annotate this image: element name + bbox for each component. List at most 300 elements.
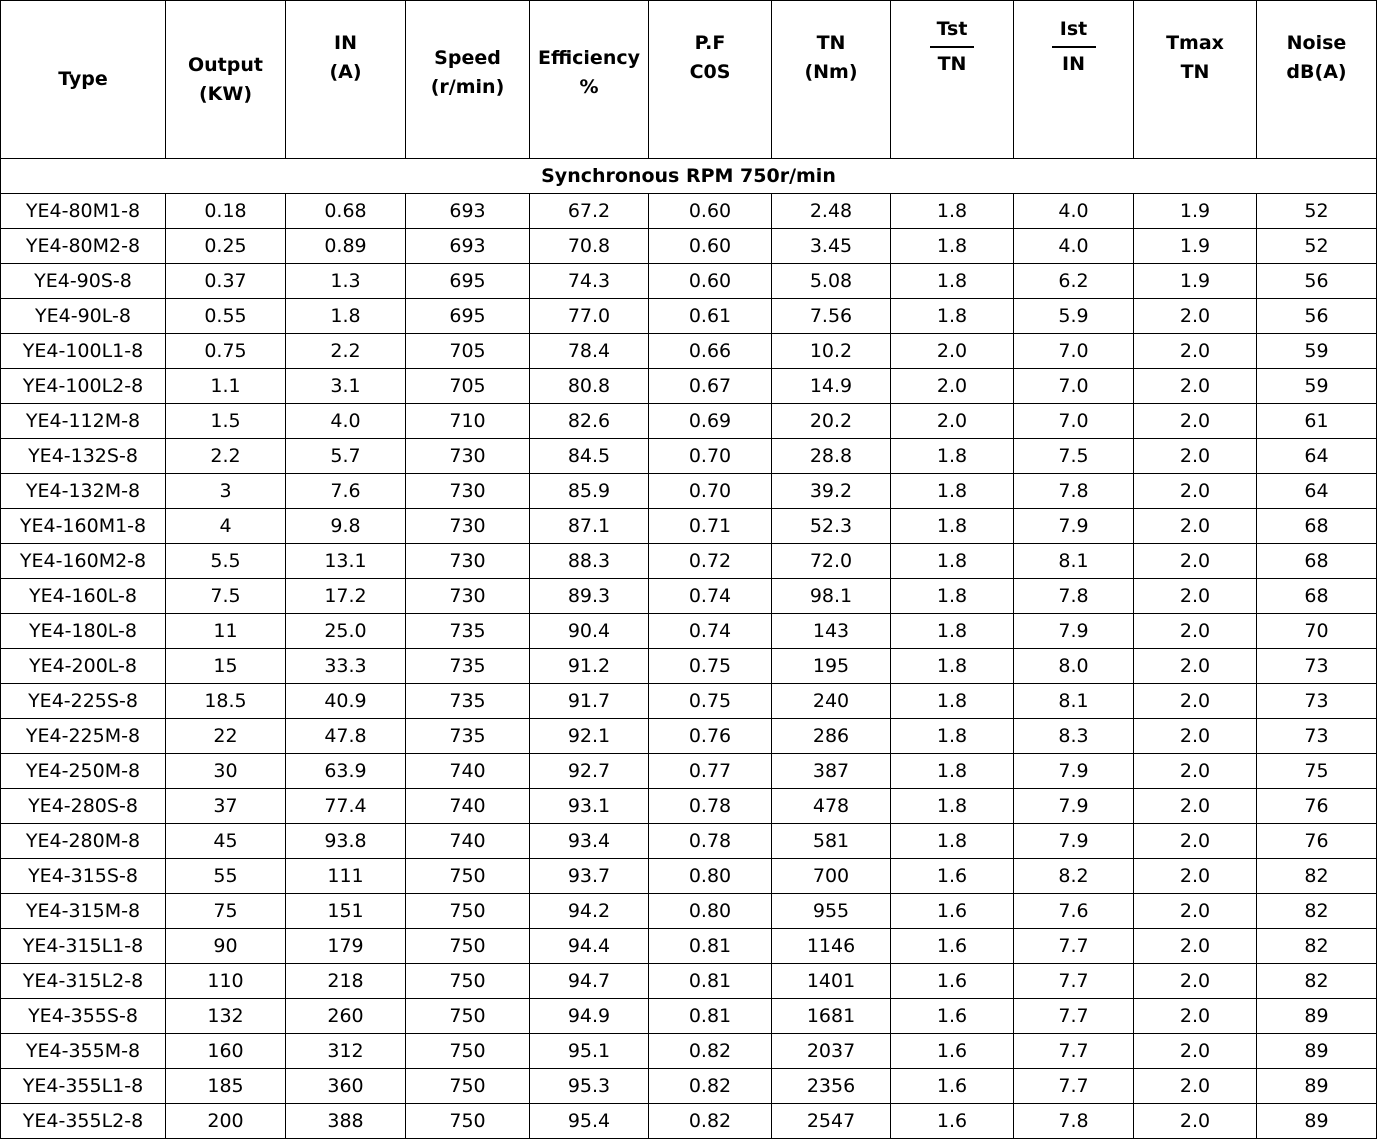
cell-power-factor: 0.76 <box>649 719 772 754</box>
cell-noise-db: 52 <box>1257 194 1377 229</box>
cell-rated-torque: 28.8 <box>772 439 891 474</box>
cell-type: YE4-80M1-8 <box>1 194 166 229</box>
cell-current-a: 47.8 <box>286 719 406 754</box>
cell-current-a: 312 <box>286 1034 406 1069</box>
cell-tst-ratio: 2.0 <box>891 369 1014 404</box>
cell-efficiency: 70.8 <box>530 229 649 264</box>
cell-efficiency: 95.4 <box>530 1104 649 1139</box>
cell-tmax-ratio: 2.0 <box>1134 649 1257 684</box>
table-row <box>1 859 1377 894</box>
cell-current-a: 63.9 <box>286 754 406 789</box>
cell-current-a: 17.2 <box>286 579 406 614</box>
cell-rated-torque: 2.48 <box>772 194 891 229</box>
cell-power-factor: 0.72 <box>649 544 772 579</box>
cell-tmax-ratio: 2.0 <box>1134 369 1257 404</box>
cell-output-kw: 5.5 <box>166 544 286 579</box>
cell-current-a: 0.68 <box>286 194 406 229</box>
cell-tst-ratio: 1.6 <box>891 929 1014 964</box>
cell-tmax-ratio: 2.0 <box>1134 789 1257 824</box>
cell-tmax-ratio: 2.0 <box>1134 404 1257 439</box>
cell-output-kw: 2.2 <box>166 439 286 474</box>
cell-power-factor: 0.80 <box>649 894 772 929</box>
cell-noise-db: 61 <box>1257 404 1377 439</box>
cell-tst-ratio: 1.8 <box>891 649 1014 684</box>
cell-tst-ratio: 1.8 <box>891 264 1014 299</box>
cell-type: YE4-315L1-8 <box>1 929 166 964</box>
cell-efficiency: 84.5 <box>530 439 649 474</box>
cell-output-kw: 18.5 <box>166 684 286 719</box>
cell-rated-torque: 2037 <box>772 1034 891 1069</box>
table-row <box>1 894 1377 929</box>
cell-ist-ratio: 7.0 <box>1014 404 1134 439</box>
cell-output-kw: 0.75 <box>166 334 286 369</box>
cell-output-kw: 200 <box>166 1104 286 1139</box>
cell-rated-torque: 195 <box>772 649 891 684</box>
cell-ist-ratio: 7.9 <box>1014 789 1134 824</box>
cell-type: YE4-100L1-8 <box>1 334 166 369</box>
cell-power-factor: 0.70 <box>649 474 772 509</box>
cell-efficiency: 94.7 <box>530 964 649 999</box>
cell-tst-ratio: 1.8 <box>891 614 1014 649</box>
cell-efficiency: 91.7 <box>530 684 649 719</box>
cell-tmax-ratio: 2.0 <box>1134 859 1257 894</box>
fraction-ist-in: $\frac{\text{Ist}}{IN}$ <box>1052 15 1096 79</box>
cell-speed-rpm: 735 <box>406 684 530 719</box>
cell-noise-db: 89 <box>1257 1034 1377 1069</box>
cell-current-a: 1.8 <box>286 299 406 334</box>
cell-ist-ratio: 7.9 <box>1014 754 1134 789</box>
cell-ist-ratio: 7.0 <box>1014 334 1134 369</box>
cell-tmax-ratio: 2.0 <box>1134 544 1257 579</box>
cell-current-a: 3.1 <box>286 369 406 404</box>
cell-output-kw: 0.18 <box>166 194 286 229</box>
cell-ist-ratio: 5.9 <box>1014 299 1134 334</box>
cell-noise-db: 76 <box>1257 789 1377 824</box>
cell-ist-ratio: 7.8 <box>1014 1104 1134 1139</box>
cell-ist-ratio: 7.0 <box>1014 369 1134 404</box>
cell-output-kw: 0.37 <box>166 264 286 299</box>
cell-speed-rpm: 750 <box>406 1104 530 1139</box>
cell-ist-ratio: 7.9 <box>1014 509 1134 544</box>
cell-noise-db: 75 <box>1257 754 1377 789</box>
cell-noise-db: 89 <box>1257 999 1377 1034</box>
cell-noise-db: 73 <box>1257 684 1377 719</box>
table-row <box>1 719 1377 754</box>
cell-rated-torque: 240 <box>772 684 891 719</box>
cell-output-kw: 11 <box>166 614 286 649</box>
cell-type: YE4-315S-8 <box>1 859 166 894</box>
cell-tmax-ratio: 2.0 <box>1134 1104 1257 1139</box>
cell-output-kw: 55 <box>166 859 286 894</box>
cell-tmax-ratio: 1.9 <box>1134 229 1257 264</box>
cell-rated-torque: 286 <box>772 719 891 754</box>
cell-speed-rpm: 705 <box>406 334 530 369</box>
cell-noise-db: 56 <box>1257 299 1377 334</box>
cell-noise-db: 68 <box>1257 544 1377 579</box>
cell-output-kw: 37 <box>166 789 286 824</box>
cell-power-factor: 0.77 <box>649 754 772 789</box>
header-speed: Speed (r/min) <box>406 1 530 159</box>
cell-speed-rpm: 695 <box>406 299 530 334</box>
cell-current-a: 0.89 <box>286 229 406 264</box>
cell-speed-rpm: 750 <box>406 894 530 929</box>
fraction-bar <box>1052 46 1096 48</box>
cell-output-kw: 3 <box>166 474 286 509</box>
cell-rated-torque: 98.1 <box>772 579 891 614</box>
cell-current-a: 9.8 <box>286 509 406 544</box>
cell-speed-rpm: 750 <box>406 859 530 894</box>
cell-speed-rpm: 710 <box>406 404 530 439</box>
header-tmax-tn: Tmax TN <box>1134 1 1257 159</box>
header-rated-torque: TN (Nm) <box>772 1 891 159</box>
cell-tmax-ratio: 2.0 <box>1134 334 1257 369</box>
cell-efficiency: 92.7 <box>530 754 649 789</box>
cell-speed-rpm: 740 <box>406 824 530 859</box>
cell-tmax-ratio: 2.0 <box>1134 894 1257 929</box>
cell-type: YE4-225M-8 <box>1 719 166 754</box>
table-row <box>1 754 1377 789</box>
cell-current-a: 33.3 <box>286 649 406 684</box>
cell-tst-ratio: 1.8 <box>891 754 1014 789</box>
cell-rated-torque: 39.2 <box>772 474 891 509</box>
table-row <box>1 789 1377 824</box>
table-row <box>1 369 1377 404</box>
cell-efficiency: 85.9 <box>530 474 649 509</box>
cell-ist-ratio: 6.2 <box>1014 264 1134 299</box>
cell-output-kw: 90 <box>166 929 286 964</box>
cell-efficiency: 94.4 <box>530 929 649 964</box>
cell-speed-rpm: 730 <box>406 544 530 579</box>
cell-speed-rpm: 735 <box>406 719 530 754</box>
header-tst-tn <box>891 1 1014 159</box>
cell-output-kw: 7.5 <box>166 579 286 614</box>
table-row <box>1 194 1377 229</box>
cell-noise-db: 68 <box>1257 579 1377 614</box>
table-row <box>1 1069 1377 1104</box>
cell-ist-ratio: 8.2 <box>1014 859 1134 894</box>
cell-noise-db: 59 <box>1257 334 1377 369</box>
cell-current-a: 5.7 <box>286 439 406 474</box>
header-output: Output (KW) <box>166 1 286 159</box>
cell-efficiency: 74.3 <box>530 264 649 299</box>
cell-speed-rpm: 750 <box>406 929 530 964</box>
cell-ist-ratio: 8.0 <box>1014 649 1134 684</box>
cell-noise-db: 70 <box>1257 614 1377 649</box>
cell-tmax-ratio: 2.0 <box>1134 929 1257 964</box>
cell-rated-torque: 5.08 <box>772 264 891 299</box>
cell-noise-db: 82 <box>1257 929 1377 964</box>
cell-rated-torque: 14.9 <box>772 369 891 404</box>
cell-tst-ratio: 1.6 <box>891 999 1014 1034</box>
cell-type: YE4-160M2-8 <box>1 544 166 579</box>
cell-current-a: 111 <box>286 859 406 894</box>
table-row <box>1 544 1377 579</box>
cell-output-kw: 185 <box>166 1069 286 1104</box>
cell-tst-ratio: 1.8 <box>891 824 1014 859</box>
cell-output-kw: 0.55 <box>166 299 286 334</box>
cell-rated-torque: 7.56 <box>772 299 891 334</box>
cell-speed-rpm: 705 <box>406 369 530 404</box>
cell-ist-ratio: 7.7 <box>1014 1069 1134 1104</box>
cell-type: YE4-280S-8 <box>1 789 166 824</box>
table-row <box>1 579 1377 614</box>
cell-power-factor: 0.81 <box>649 929 772 964</box>
fraction-bar <box>930 46 974 48</box>
cell-power-factor: 0.82 <box>649 1034 772 1069</box>
table-row <box>1 824 1377 859</box>
cell-type: YE4-225S-8 <box>1 684 166 719</box>
table-row <box>1 229 1377 264</box>
table-row <box>1 299 1377 334</box>
cell-type: YE4-355L2-8 <box>1 1104 166 1139</box>
cell-speed-rpm: 750 <box>406 1069 530 1104</box>
cell-efficiency: 93.1 <box>530 789 649 824</box>
cell-power-factor: 0.69 <box>649 404 772 439</box>
cell-type: YE4-160L-8 <box>1 579 166 614</box>
cell-noise-db: 64 <box>1257 474 1377 509</box>
cell-ist-ratio: 8.1 <box>1014 544 1134 579</box>
cell-efficiency: 80.8 <box>530 369 649 404</box>
cell-ist-ratio: 4.0 <box>1014 229 1134 264</box>
header-type: Type <box>1 1 166 159</box>
table-row <box>1 474 1377 509</box>
cell-efficiency: 88.3 <box>530 544 649 579</box>
table-row <box>1 614 1377 649</box>
cell-ist-ratio: 7.9 <box>1014 614 1134 649</box>
cell-output-kw: 0.25 <box>166 229 286 264</box>
cell-speed-rpm: 693 <box>406 229 530 264</box>
table-row <box>1 1104 1377 1139</box>
cell-speed-rpm: 730 <box>406 474 530 509</box>
cell-efficiency: 93.4 <box>530 824 649 859</box>
cell-type: YE4-90L-8 <box>1 299 166 334</box>
cell-power-factor: 0.67 <box>649 369 772 404</box>
cell-noise-db: 82 <box>1257 859 1377 894</box>
cell-type: YE4-100L2-8 <box>1 369 166 404</box>
cell-tmax-ratio: 2.0 <box>1134 1034 1257 1069</box>
cell-efficiency: 93.7 <box>530 859 649 894</box>
cell-power-factor: 0.71 <box>649 509 772 544</box>
cell-output-kw: 132 <box>166 999 286 1034</box>
cell-efficiency: 95.1 <box>530 1034 649 1069</box>
cell-current-a: 1.3 <box>286 264 406 299</box>
cell-output-kw: 30 <box>166 754 286 789</box>
cell-tst-ratio: 1.8 <box>891 579 1014 614</box>
cell-speed-rpm: 740 <box>406 754 530 789</box>
cell-efficiency: 67.2 <box>530 194 649 229</box>
cell-tmax-ratio: 2.0 <box>1134 964 1257 999</box>
cell-tst-ratio: 1.8 <box>891 299 1014 334</box>
header-in: IN (A) <box>286 1 406 159</box>
cell-rated-torque: 700 <box>772 859 891 894</box>
cell-output-kw: 15 <box>166 649 286 684</box>
cell-tmax-ratio: 2.0 <box>1134 509 1257 544</box>
cell-type: YE4-90S-8 <box>1 264 166 299</box>
cell-current-a: 360 <box>286 1069 406 1104</box>
table-body <box>1 159 1377 1139</box>
table-row <box>1 334 1377 369</box>
cell-speed-rpm: 693 <box>406 194 530 229</box>
cell-noise-db: 76 <box>1257 824 1377 859</box>
header-noise: Noise dB(A) <box>1257 1 1377 159</box>
cell-efficiency: 91.2 <box>530 649 649 684</box>
cell-tmax-ratio: 2.0 <box>1134 299 1257 334</box>
table-row <box>1 964 1377 999</box>
cell-output-kw: 160 <box>166 1034 286 1069</box>
cell-type: YE4-355S-8 <box>1 999 166 1034</box>
cell-ist-ratio: 7.8 <box>1014 579 1134 614</box>
cell-tmax-ratio: 2.0 <box>1134 579 1257 614</box>
cell-ist-ratio: 7.7 <box>1014 999 1134 1034</box>
cell-output-kw: 4 <box>166 509 286 544</box>
cell-rated-torque: 1681 <box>772 999 891 1034</box>
cell-ist-ratio: 7.8 <box>1014 474 1134 509</box>
cell-noise-db: 59 <box>1257 369 1377 404</box>
cell-current-a: 260 <box>286 999 406 1034</box>
cell-tst-ratio: 1.6 <box>891 859 1014 894</box>
cell-speed-rpm: 735 <box>406 649 530 684</box>
cell-rated-torque: 2356 <box>772 1069 891 1104</box>
cell-type: YE4-355L1-8 <box>1 1069 166 1104</box>
cell-power-factor: 0.60 <box>649 264 772 299</box>
cell-noise-db: 52 <box>1257 229 1377 264</box>
cell-current-a: 388 <box>286 1104 406 1139</box>
cell-rated-torque: 3.45 <box>772 229 891 264</box>
cell-output-kw: 1.1 <box>166 369 286 404</box>
cell-tst-ratio: 1.8 <box>891 229 1014 264</box>
cell-efficiency: 92.1 <box>530 719 649 754</box>
cell-efficiency: 77.0 <box>530 299 649 334</box>
cell-output-kw: 1.5 <box>166 404 286 439</box>
section-title: Synchronous RPM 750r/min <box>1 159 1377 194</box>
cell-tst-ratio: 1.6 <box>891 1104 1014 1139</box>
cell-tst-ratio: 1.8 <box>891 474 1014 509</box>
cell-efficiency: 89.3 <box>530 579 649 614</box>
cell-current-a: 77.4 <box>286 789 406 824</box>
cell-speed-rpm: 750 <box>406 964 530 999</box>
cell-tst-ratio: 1.8 <box>891 789 1014 824</box>
cell-type: YE4-250M-8 <box>1 754 166 789</box>
cell-tst-ratio: 1.6 <box>891 1034 1014 1069</box>
cell-noise-db: 82 <box>1257 894 1377 929</box>
cell-noise-db: 73 <box>1257 649 1377 684</box>
cell-ist-ratio: 7.7 <box>1014 964 1134 999</box>
cell-power-factor: 0.81 <box>649 999 772 1034</box>
table-row <box>1 404 1377 439</box>
cell-speed-rpm: 730 <box>406 579 530 614</box>
cell-power-factor: 0.78 <box>649 824 772 859</box>
cell-power-factor: 0.75 <box>649 649 772 684</box>
header-efficiency: Efficiency % <box>530 1 649 159</box>
cell-rated-torque: 387 <box>772 754 891 789</box>
cell-rated-torque: 20.2 <box>772 404 891 439</box>
cell-output-kw: 45 <box>166 824 286 859</box>
cell-current-a: 179 <box>286 929 406 964</box>
cell-power-factor: 0.61 <box>649 299 772 334</box>
cell-output-kw: 22 <box>166 719 286 754</box>
cell-efficiency: 82.6 <box>530 404 649 439</box>
cell-power-factor: 0.74 <box>649 614 772 649</box>
cell-efficiency: 87.1 <box>530 509 649 544</box>
cell-rated-torque: 72.0 <box>772 544 891 579</box>
cell-power-factor: 0.82 <box>649 1069 772 1104</box>
cell-ist-ratio: 8.3 <box>1014 719 1134 754</box>
cell-power-factor: 0.75 <box>649 684 772 719</box>
cell-type: YE4-180L-8 <box>1 614 166 649</box>
cell-speed-rpm: 695 <box>406 264 530 299</box>
cell-noise-db: 82 <box>1257 964 1377 999</box>
table-row <box>1 439 1377 474</box>
header-ist-in <box>1014 1 1134 159</box>
cell-speed-rpm: 750 <box>406 999 530 1034</box>
cell-tmax-ratio: 2.0 <box>1134 614 1257 649</box>
cell-rated-torque: 478 <box>772 789 891 824</box>
cell-tst-ratio: 1.6 <box>891 894 1014 929</box>
cell-rated-torque: 52.3 <box>772 509 891 544</box>
cell-speed-rpm: 730 <box>406 509 530 544</box>
cell-ist-ratio: 7.7 <box>1014 929 1134 964</box>
cell-power-factor: 0.74 <box>649 579 772 614</box>
table-row <box>1 929 1377 964</box>
cell-noise-db: 89 <box>1257 1104 1377 1139</box>
cell-output-kw: 110 <box>166 964 286 999</box>
cell-ist-ratio: 4.0 <box>1014 194 1134 229</box>
table-row <box>1 649 1377 684</box>
cell-power-factor: 0.60 <box>649 194 772 229</box>
cell-noise-db: 73 <box>1257 719 1377 754</box>
cell-power-factor: 0.78 <box>649 789 772 824</box>
cell-tst-ratio: 1.6 <box>891 1069 1014 1104</box>
cell-efficiency: 95.3 <box>530 1069 649 1104</box>
cell-current-a: 218 <box>286 964 406 999</box>
cell-speed-rpm: 740 <box>406 789 530 824</box>
cell-tmax-ratio: 2.0 <box>1134 754 1257 789</box>
cell-noise-db: 56 <box>1257 264 1377 299</box>
cell-noise-db: 64 <box>1257 439 1377 474</box>
cell-current-a: 93.8 <box>286 824 406 859</box>
cell-power-factor: 0.70 <box>649 439 772 474</box>
cell-speed-rpm: 730 <box>406 439 530 474</box>
cell-rated-torque: 1146 <box>772 929 891 964</box>
cell-tst-ratio: 1.8 <box>891 719 1014 754</box>
cell-type: YE4-315M-8 <box>1 894 166 929</box>
cell-efficiency: 78.4 <box>530 334 649 369</box>
cell-tmax-ratio: 2.0 <box>1134 1069 1257 1104</box>
cell-current-a: 2.2 <box>286 334 406 369</box>
cell-tmax-ratio: 2.0 <box>1134 439 1257 474</box>
table-row <box>1 1034 1377 1069</box>
cell-type: YE4-200L-8 <box>1 649 166 684</box>
cell-type: YE4-132S-8 <box>1 439 166 474</box>
cell-type: YE4-160M1-8 <box>1 509 166 544</box>
cell-current-a: 25.0 <box>286 614 406 649</box>
cell-tst-ratio: 2.0 <box>891 334 1014 369</box>
cell-tmax-ratio: 1.9 <box>1134 194 1257 229</box>
cell-rated-torque: 955 <box>772 894 891 929</box>
cell-output-kw: 75 <box>166 894 286 929</box>
cell-speed-rpm: 735 <box>406 614 530 649</box>
cell-power-factor: 0.66 <box>649 334 772 369</box>
cell-speed-rpm: 750 <box>406 1034 530 1069</box>
cell-ist-ratio: 7.9 <box>1014 824 1134 859</box>
cell-power-factor: 0.81 <box>649 964 772 999</box>
cell-tst-ratio: 2.0 <box>891 404 1014 439</box>
cell-current-a: 151 <box>286 894 406 929</box>
table-row <box>1 509 1377 544</box>
table-row <box>1 264 1377 299</box>
cell-ist-ratio: 7.5 <box>1014 439 1134 474</box>
cell-tst-ratio: 1.8 <box>891 684 1014 719</box>
